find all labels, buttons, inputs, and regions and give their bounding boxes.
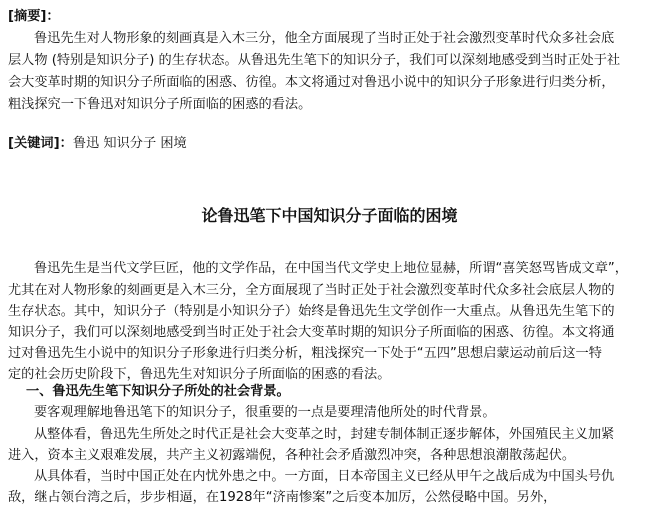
body-line: 从具体看，当时中国正处在内忧外患之中。一方面，日本帝国主义已经从甲午之战后成为中国头号仇 xyxy=(34,469,615,484)
abstract-line: 会大变革时期的知识分子所面临的困惑、彷徨。本文将通过对鲁迅小说中的知识分子形象进行归类分析， xyxy=(8,75,615,90)
abstract-line: 鲁迅先生对人物形象的刻画真是入木三分，他全方面展现了当时正处于社会激烈变革时代众多社会底 xyxy=(34,31,615,46)
body-line: 定的社会历史阶段下，鲁迅先生对知识分子所面临的困惑的看法。 xyxy=(8,367,391,382)
abstract-label: [摘要]： xyxy=(8,9,60,24)
keywords-line xyxy=(8,133,187,155)
abstract-line: 粗浅探究一下鲁迅对知识分子所面临的困惑的看法。 xyxy=(8,97,312,112)
keywords-text: 鲁迅 知识分子 困境 xyxy=(72,136,187,151)
body-line: 进入，资本主义艰难发展，共产主义初露端倪，各种社会矛盾激烈冲突，各种思想浪潮散荡起伏。 xyxy=(8,448,576,463)
body-line: 鲁迅先生是当代文学巨匠，他的文学作品，在中国当代文学史上地位显赫，所谓“喜笑怒骂皆成文章”， xyxy=(34,261,628,276)
body-line: 从整体看，鲁迅先生所处之时代正是社会大变革之时，封建专制体制正逐步解体，外国殖民主义加紧 xyxy=(34,427,615,442)
body-line: 尤其在对人物形象的刻画更是入木三分，全方面展现了当时正处于社会激烈变革时代众多社会底层人物的 xyxy=(8,283,615,298)
body-line: 敌，继占领台湾之后，步步相逼，在1928年“济南惨案”之后变本加厉，公然侵略中国。另外， xyxy=(8,490,557,505)
body-line: 要客观理解地鲁迅笔下的知识分子，很重要的一点是要理清他所处的时代背景。 xyxy=(34,405,496,420)
body-line: 生存状态。其中，知识分子（特别是小知识分子）始终是鲁迅先生文学创作一大重点。从鲁迅先生笔下的 xyxy=(8,304,615,319)
page-title: 论鲁迅笔下中国知识分子面临的困境 xyxy=(201,206,458,225)
abstract-line: 层人物 (特别是知识分子) 的生存状态。从鲁迅先生笔下的知识分子，我们可以深刻地感受到当时正处于社 xyxy=(8,53,621,68)
body-line: 知识分子，我们可以深刻地感受到当时正处于社会大变革时期的知识分子所面临的困惑、彷徨。本文将通 xyxy=(8,325,615,340)
body-line: 过对鲁迅先生小说中的知识分子形象进行归类分析，粗浅探究一下处于“五四”思想启蒙运动前后这一特 xyxy=(8,346,602,361)
section-heading: 一、鲁迅先生笔下知识分子所处的社会背景。 xyxy=(26,384,290,399)
keywords-label: [关键词]： xyxy=(8,136,73,151)
